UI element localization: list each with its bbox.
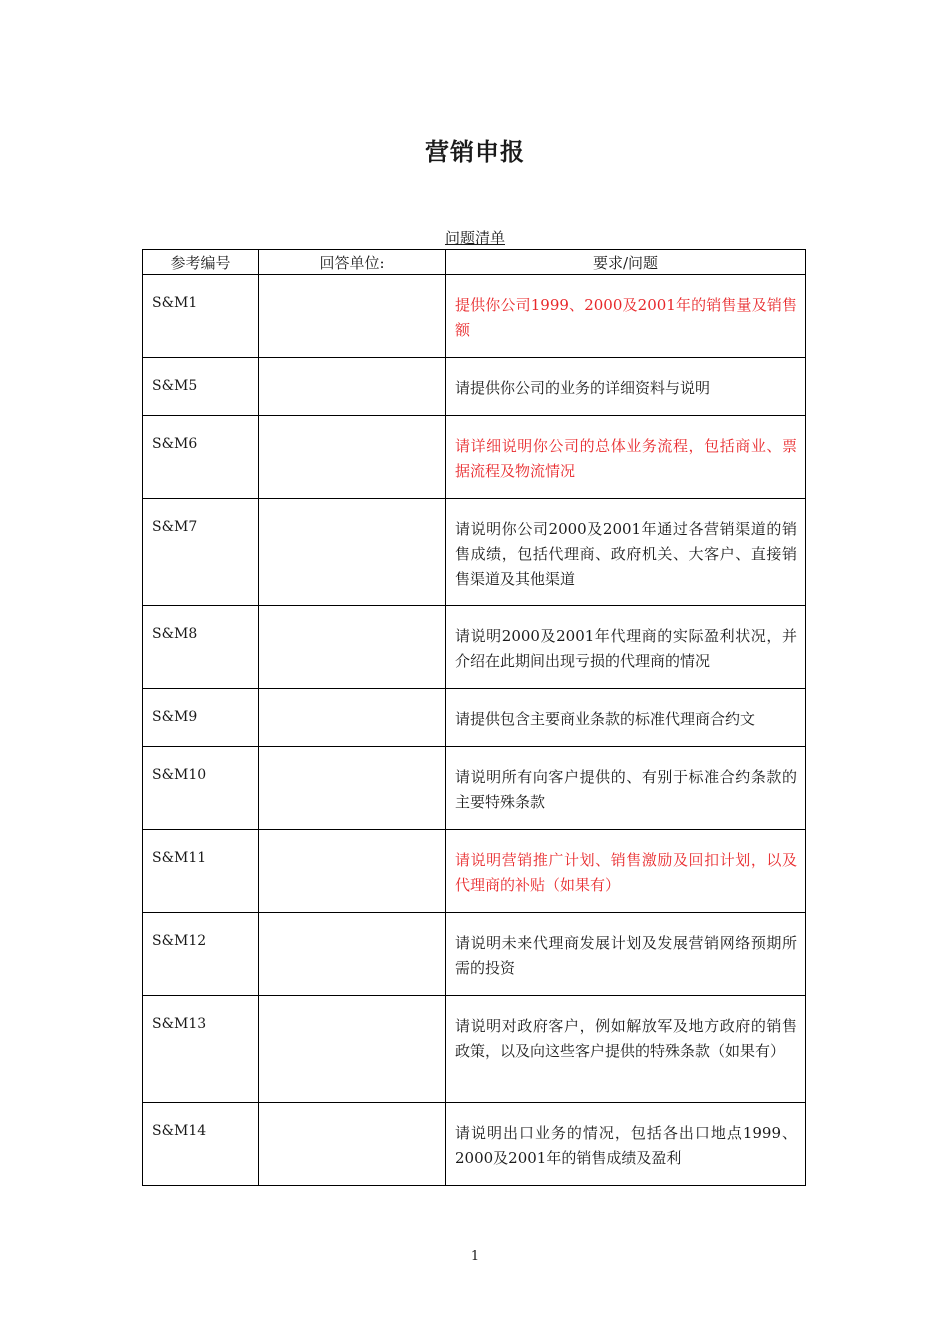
answering-unit-cell[interactable] — [259, 275, 446, 358]
table-row — [143, 358, 806, 416]
table-row — [143, 913, 806, 996]
request-question-cell: 请提供你公司的业务的详细资料与说明 — [446, 358, 806, 416]
reference-number-cell: S&M14 — [143, 1103, 259, 1186]
question-list-table — [142, 249, 806, 1186]
answering-unit-cell[interactable] — [259, 830, 446, 913]
request-question-cell: 请说明营销推广计划、销售激励及回扣计划，以及代理商的补贴（如果有） — [446, 830, 806, 913]
request-question-cell: 请说明2000及2001年代理商的实际盈利状况，并介绍在此期间出现亏损的代理商的情况 — [446, 606, 806, 689]
header-reference-number: 参考编号 — [143, 250, 259, 275]
request-question-cell: 提供你公司1999、2000及2001年的销售量及销售额 — [446, 275, 806, 358]
reference-number-cell: S&M12 — [143, 913, 259, 996]
table-row — [143, 275, 806, 358]
document-subtitle — [0, 227, 950, 248]
table-row — [143, 747, 806, 830]
answering-unit-cell[interactable] — [259, 913, 446, 996]
request-question-cell: 请说明出口业务的情况，包括各出口地点1999、2000及2001年的销售成绩及盈利 — [446, 1103, 806, 1186]
reference-number-cell: S&M5 — [143, 358, 259, 416]
table-row — [143, 689, 806, 747]
reference-number-cell: S&M8 — [143, 606, 259, 689]
answering-unit-cell[interactable] — [259, 689, 446, 747]
request-question-cell: 请说明对政府客户，例如解放军及地方政府的销售政策，以及向这些客户提供的特殊条款（如果有） — [446, 996, 806, 1103]
request-question-cell: 请提供包含主要商业条款的标准代理商合约文 — [446, 689, 806, 747]
answering-unit-cell[interactable] — [259, 358, 446, 416]
request-question-cell: 请详细说明你公司的总体业务流程，包括商业、票据流程及物流情况 — [446, 416, 806, 499]
reference-number-cell: S&M1 — [143, 275, 259, 358]
table-header-row — [143, 250, 806, 275]
table-row — [143, 830, 806, 913]
table-body — [143, 275, 806, 1186]
subtitle-text: 问题清单 — [444, 229, 505, 247]
answering-unit-cell[interactable] — [259, 1103, 446, 1186]
reference-number-cell: S&M6 — [143, 416, 259, 499]
answering-unit-cell[interactable] — [259, 606, 446, 689]
table-row — [143, 606, 806, 689]
table-row — [143, 499, 806, 606]
request-question-cell: 请说明未来代理商发展计划及发展营销网络预期所需的投资 — [446, 913, 806, 996]
reference-number-cell: S&M10 — [143, 747, 259, 830]
table-row — [143, 996, 806, 1103]
table-row — [143, 1103, 806, 1186]
answering-unit-cell[interactable] — [259, 499, 446, 606]
reference-number-cell: S&M11 — [143, 830, 259, 913]
answering-unit-cell[interactable] — [259, 747, 446, 830]
header-request-question: 要求/问题 — [446, 250, 806, 275]
page-number: 1 — [470, 1249, 480, 1264]
header-answering-unit: 回答单位: — [259, 250, 446, 275]
reference-number-cell: S&M13 — [143, 996, 259, 1103]
request-question-cell: 请说明所有向客户提供的、有别于标准合约条款的主要特殊条款 — [446, 747, 806, 830]
answering-unit-cell[interactable] — [259, 996, 446, 1103]
reference-number-cell: S&M9 — [143, 689, 259, 747]
answering-unit-cell[interactable] — [259, 416, 446, 499]
reference-number-cell: S&M7 — [143, 499, 259, 606]
request-question-cell: 请说明你公司2000及2001年通过各营销渠道的销售成绩，包括代理商、政府机关、大客户、直接销售渠道及其他渠道 — [446, 499, 806, 606]
document-title: 营销申报 — [425, 138, 525, 166]
table-row — [143, 416, 806, 499]
